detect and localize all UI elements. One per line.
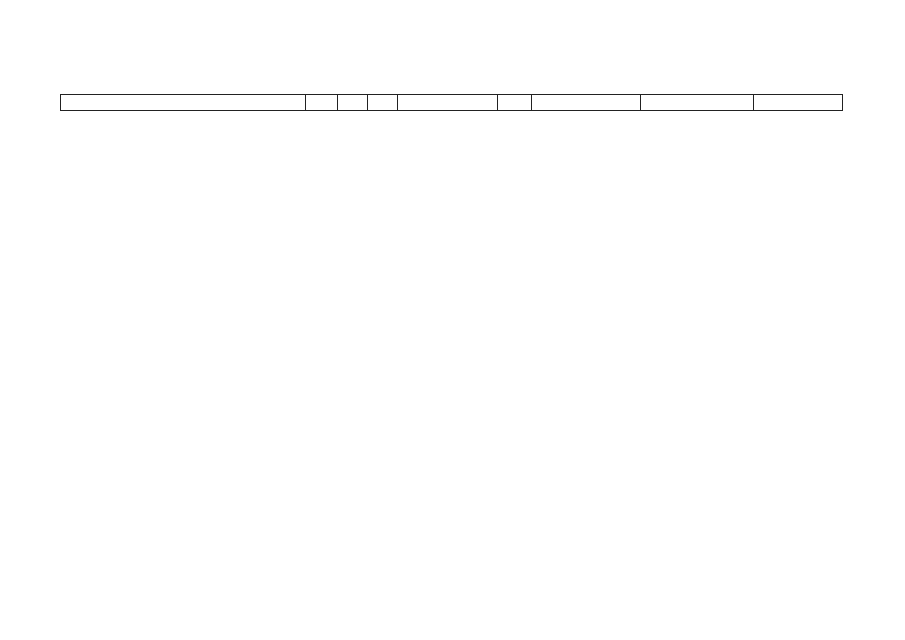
header-col-1 xyxy=(61,95,306,110)
table-header xyxy=(60,94,843,111)
header-col-6 xyxy=(498,95,532,110)
header-col-7 xyxy=(532,95,641,110)
header-col-9 xyxy=(754,95,842,110)
header-col-4 xyxy=(368,95,398,110)
header-col-2 xyxy=(306,95,338,110)
header-col-3 xyxy=(338,95,368,110)
header-col-5 xyxy=(398,95,498,110)
header-col-8 xyxy=(641,95,754,110)
